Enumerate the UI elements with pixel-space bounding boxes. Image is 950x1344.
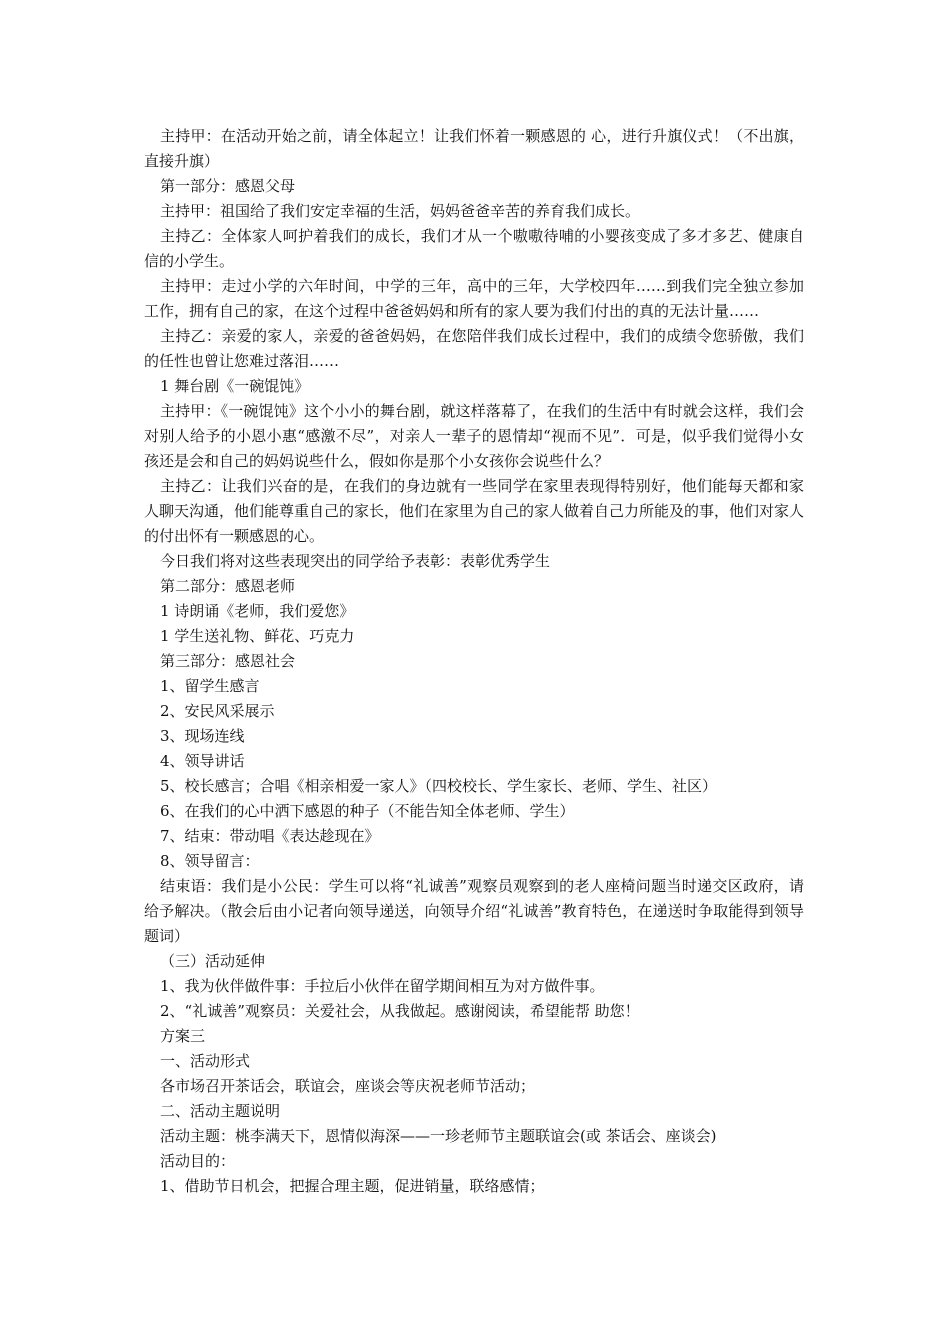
paragraph: 活动目的： [160,1152,236,1170]
paragraph: 主持乙：亲爱的家人，亲爱的爸爸妈妈，在您陪伴我们成长过程中，我们的成绩令您骄傲，我们的任性也曾让您难过落泪…… [144,327,804,370]
section-heading: 二、活动主题说明 [160,1102,281,1120]
section-heading: 第三部分：感恩社会 [160,652,296,670]
program-item: 1 诗朗诵《老师，我们爱您》 [160,602,355,620]
paragraph: 主持甲：走过小学的六年时间，中学的三年，高中的三年，大学校四年……到我们完全独立参加工作，拥有自己的家，在这个过程中爸爸妈妈和所有的家人要为我们付出的真的无法计量…… [144,277,804,320]
list-item: 1、我为伙伴做件事：手拉后小伙伴在留学期间相互为对方做件事。 [160,977,605,995]
list-item: 4、领导讲话 [160,752,245,770]
paragraph: 今日我们将对这些表现突出的同学给予表彰：表彰优秀学生 [160,552,551,570]
section-heading: 第二部分：感恩老师 [160,577,296,595]
section-heading: （三）活动延伸 [160,952,266,970]
list-item: 1、借助节日机会，把握合理主题，促进销量，联络感情； [160,1177,545,1195]
section-heading: 一、活动形式 [160,1052,251,1070]
list-item: 3、现场连线 [160,727,245,745]
list-item: 5、校长感言；合唱《相亲相爱一家人》（四校校长、学生家长、老师、学生、社区） [160,777,718,795]
paragraph: 主持甲：祖国给了我们安定幸福的生活，妈妈爸爸辛苦的养育我们成长。 [160,202,641,220]
document-body [144,124,804,1199]
paragraph: 主持甲：《一碗馄饨》这个小小的舞台剧，就这样落幕了，在我们的生活中有时就会这样，我们会对别人给予的小恩小惠“感激不尽”，对亲人一辈子的恩情却“视而不见”．可是，似乎我们觉得小女孩还是会和自己的妈妈说些什么，假如你是那个小女孩你会说些什么？ [144,402,804,470]
list-item: 8、领导留言： [160,852,260,870]
paragraph: 主持乙：让我们兴奋的是，在我们的身边就有一些同学在家里表现得特别好，他们能每天都和家人聊天沟通，他们能尊重自己的家长，他们在家里为自己的家人做着自己力所能及的事，他们对家人的付出怀有一颗感恩的心。 [144,477,805,545]
paragraph: 主持甲：在活动开始之前，请全体起立！让我们怀着一颗感恩的 心，进行升旗仪式！（不出旗，直接升旗） [144,127,804,170]
section-heading: 方案三 [160,1027,206,1045]
program-item: 1 舞台剧《一碗馄饨》 [160,377,310,395]
paragraph: 各市场召开茶话会，联谊会，座谈会等庆祝老师节活动； [160,1077,536,1095]
list-item: 2、“礼诚善”观察员：关爱社会，从我做起。感谢阅读，希望能帮 助您！ [160,1002,640,1020]
list-item: 1、留学生感言 [160,677,260,695]
paragraph: 活动主题：桃李满天下，恩情似海深——一珍老师节主题联谊会(或 茶话会、座谈会) [160,1127,717,1145]
list-item: 2、安民风采展示 [160,702,275,720]
paragraph: 主持乙：全体家人呵护着我们的成长，我们才从一个嗷嗷待哺的小婴孩变成了多才多艺、健康自信的小学生。 [144,227,804,270]
program-item: 1 学生送礼物、鲜花、巧克力 [160,627,355,645]
section-heading: 第一部分：感恩父母 [160,177,296,195]
list-item: 7、结束：带动唱《表达趁现在》 [160,827,380,845]
list-item: 6、在我们的心中洒下感恩的种子（不能告知全体老师、学生） [160,802,575,820]
paragraph: 结束语：我们是小公民：学生可以将“礼诚善”观察员观察到的老人座椅问题当时递交区政府，请给予解决。（散会后由小记者向领导递送，向领导介绍“礼诚善”教育特色，在递送时争取能得到领导题词） [144,877,804,945]
